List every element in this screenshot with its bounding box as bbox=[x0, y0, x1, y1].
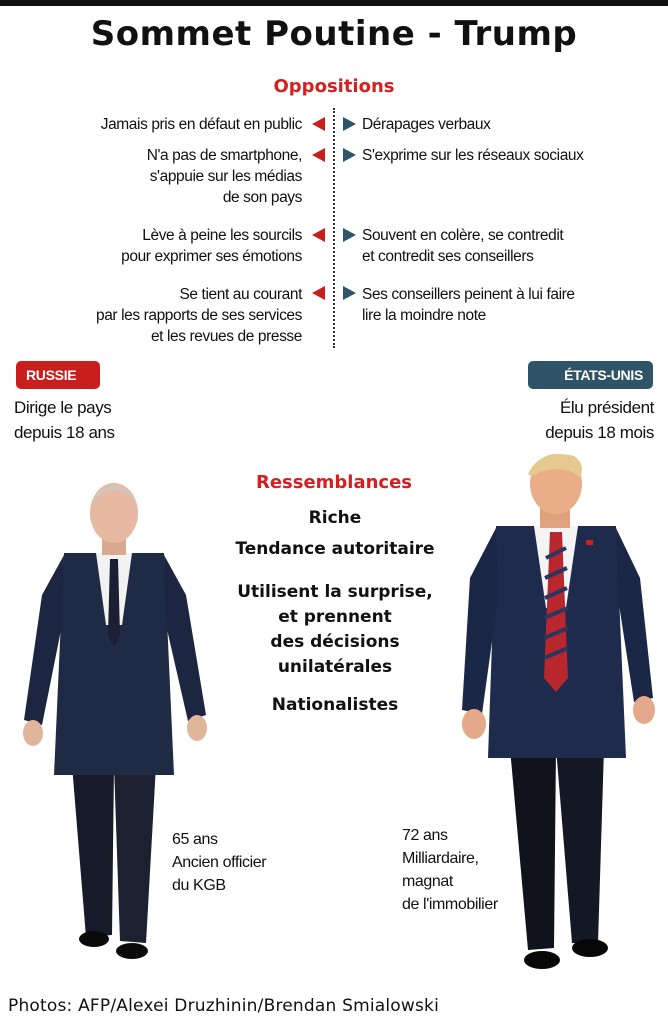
arrow-right-icon bbox=[343, 286, 356, 300]
top-bar bbox=[0, 0, 668, 6]
arrow-right-icon bbox=[343, 117, 356, 131]
similarity-item-surprise: Utilisent la surprise, et prennent des décisions unilatérales bbox=[237, 582, 433, 677]
usa-badge: ÉTATS-UNIS bbox=[528, 361, 653, 389]
putin-photo bbox=[14, 475, 214, 975]
oppositions-heading: Oppositions bbox=[273, 76, 395, 97]
arrow-left-icon bbox=[312, 286, 325, 300]
opposition-right-3: Souvent en colère, se contredit et contredit ses conseillers bbox=[362, 227, 564, 265]
similarities-heading: Ressemblances bbox=[255, 472, 413, 493]
russia-badge: RUSSIE bbox=[16, 361, 100, 389]
similarity-item-nationalists: Nationalistes bbox=[271, 695, 399, 715]
opposition-left-3: Lève à peine les sourcils pour exprimer ses émotions bbox=[121, 227, 302, 265]
arrow-right-icon bbox=[343, 228, 356, 242]
arrow-right-icon bbox=[343, 148, 356, 162]
center-divider bbox=[333, 108, 335, 348]
russia-description: Dirige le pays depuis 18 ans bbox=[14, 398, 115, 442]
page-title: Sommet Poutine - Trump bbox=[90, 14, 578, 54]
trump-bio: 72 ans Milliardaire, magnat de l'immobilier bbox=[402, 827, 498, 913]
putin-bio: 65 ans Ancien officier du KGB bbox=[172, 831, 267, 894]
opposition-right-1: Dérapages verbaux bbox=[362, 116, 491, 133]
arrow-left-icon bbox=[312, 228, 325, 242]
photo-credit: Photos: AFP/Alexei Druzhinin/Brendan Smialowski bbox=[8, 996, 440, 1016]
opposition-left-2: N'a pas de smartphone, s'appuie sur les médias de son pays bbox=[146, 147, 302, 206]
opposition-right-2: S'exprime sur les réseaux sociaux bbox=[362, 147, 584, 164]
opposition-left-1: Jamais pris en défaut en public bbox=[100, 116, 302, 133]
arrow-left-icon bbox=[312, 117, 325, 131]
opposition-right-4: Ses conseillers peinent à lui faire lire la moindre note bbox=[362, 286, 575, 324]
opposition-left-4: Se tient au courant par les rapports de ses services et les revues de presse bbox=[95, 286, 302, 345]
similarity-item-rich: Riche bbox=[308, 508, 362, 528]
similarity-item-authoritarian: Tendance autoritaire bbox=[235, 539, 435, 559]
arrow-left-icon bbox=[312, 148, 325, 162]
usa-description: Élu président depuis 18 mois bbox=[545, 398, 654, 442]
